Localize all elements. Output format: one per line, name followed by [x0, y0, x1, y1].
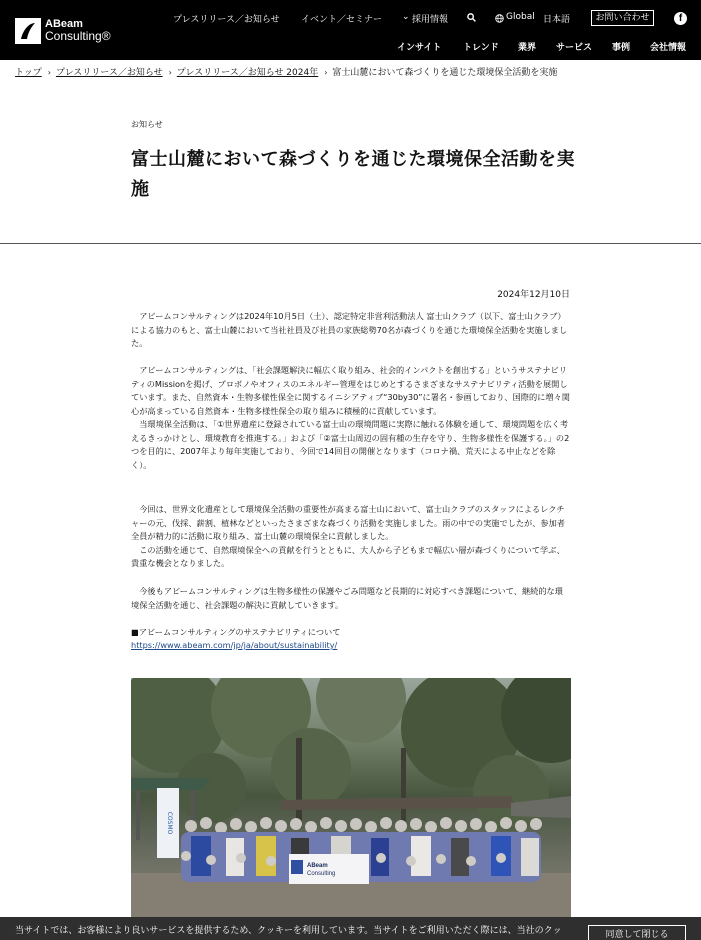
nav-language[interactable]: 日本語 [543, 15, 571, 25]
nav-events[interactable]: イベント／セミナー [301, 15, 383, 25]
logo-line2: Consulting® [45, 29, 111, 43]
nav-service[interactable]: サービス [556, 43, 593, 53]
nav-industry[interactable]: 業界 [518, 43, 537, 53]
nav-case[interactable]: 事例 [612, 43, 631, 53]
paragraph-activity: 今回は、世界文化遺産として環境保全活動の重要性が高まる富士山において、富士山クラブのスタッフによるレクチャーの元、伐採、薪割、植林などといったさまざまな森づくり活動を実施しました。雨の中での実施でしたが、参加者全員が精力的に活動に取り組み、富士山麓の環境保全に貢献しました。 この活動を通じて、自然環境保全への貢献を行うとともに、大人から子どもまで幅広い層が森づくりについて学ぶ、貴重な機会となりました。 [131, 504, 565, 568]
breadcrumb [15, 65, 557, 78]
chevron-right-icon: › [324, 68, 328, 77]
sustainability-heading: ■アビームコンサルティングのサステナビリティについて [131, 627, 341, 637]
chevron-right-icon: › [168, 68, 172, 77]
group-photo [131, 678, 571, 940]
nav-careers[interactable]: 採用情報 [412, 15, 449, 25]
nav-trend[interactable]: トレンド [463, 43, 499, 53]
logo-line1: ABeam [45, 18, 83, 30]
facebook-icon[interactable]: f [674, 12, 687, 25]
breadcrumb-press-2024[interactable]: プレスリリース／お知らせ 2024年 [176, 68, 319, 78]
cookie-notice-text: 当サイトでは、お客様により良いサービスを提供するため、クッキーを利用しています。当サイトをご利用いただく際には、当社のクッ [15, 926, 562, 936]
cosmo-banner-label: COSMO [166, 811, 173, 835]
chevron-down-icon: ⌄ [402, 12, 410, 22]
article-date: 2024年12月10日 [497, 290, 570, 300]
nav-company[interactable]: 会社情報 [650, 43, 687, 53]
nav-global[interactable]: Global [506, 12, 535, 22]
paragraph-future: 今後もアビームコンサルティングは生物多様性の保護やごみ問題など長期的に対応すべき課題について、継続的な環境保全活動を通じ、社会課題の解決に貢献していきます。 [131, 586, 563, 610]
abeam-logo[interactable] [15, 18, 121, 44]
paragraph-mission: アビームコンサルティングは、「社会課題解決に幅広く取り組み、社会的インパクトを創出する」というサステナビリティのMissionを掲げ、プロボノやオフィスのエネルギー管理をはじめとするさまざまなサステナビリティ活動を展開しています。また、自然資本・生物多様性保全に関するイニシアティブ“30by30”に署名・参画しており、国際的に増々関心が高まっている自然資本・生物多様性保全の取り組みに積極的に貢献しています。 当環境保全活動は、「①世界遺産に登録されている富士山の環境問題に実際に触れる体験を通して、環境問題を広く考えるきっかけとし、環境教育を推進する。」および「②富士山周辺の固有種の生存を守り、生物多様性を保護する。」の2つを目的に、2007年より毎年実施しており、今回で14回目の開催となります（コロナ禍、荒天による中止などを除く）。 [131, 365, 570, 470]
page-title: 富士山麓において森づくりを通じた環境保全活動を実施 [131, 149, 575, 200]
group-photo-illustration [131, 678, 571, 940]
search-icon[interactable] [467, 13, 476, 22]
sustainability-link[interactable]: https://www.abeam.com/jp/ja/about/sustainability/ [131, 640, 338, 650]
cookie-accept-button[interactable]: 同意して閉じる [588, 925, 686, 940]
divider [0, 243, 701, 244]
nav-press-release[interactable]: プレスリリース／お知らせ [173, 15, 280, 25]
site-header [0, 0, 701, 60]
breadcrumb-current: 富士山麓において森づくりを通じた環境保全活動を実施 [332, 68, 558, 78]
nav-insight[interactable]: インサイト [397, 43, 442, 53]
cookie-banner [0, 917, 701, 940]
breadcrumb-top[interactable]: トップ [15, 68, 42, 78]
abeam-banner-label-2: Consulting [307, 871, 336, 877]
abeam-logo-mark-icon [15, 18, 41, 44]
chevron-right-icon: › [47, 68, 51, 77]
article-category: お知らせ [131, 120, 163, 129]
breadcrumb-press[interactable]: プレスリリース／お知らせ [55, 68, 163, 78]
paragraph-intro: アビームコンサルティングは2024年10月5日（土）、認定特定非営利活動法人 富士山クラブ（以下、富士山クラブ）による協力のもと、富士山麓において当社社員及び社員の家族総勢70名が森づくりを通じた環境保全活動を実施しました。 [131, 311, 568, 348]
globe-icon [495, 14, 504, 23]
abeam-banner-label-1: ABeam [307, 863, 328, 869]
contact-button[interactable]: お問い合わせ [591, 10, 654, 26]
